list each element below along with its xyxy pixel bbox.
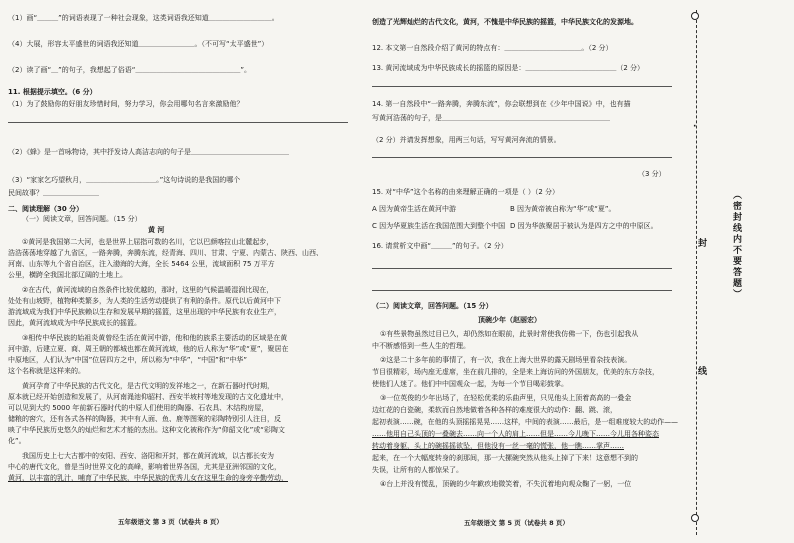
sealing-dashed-line — [696, 10, 697, 535]
article-2-line: ②这是二十多年前的事情了，有一次，我在上海大世界的露天剧场里看杂技表演。 — [380, 356, 632, 364]
article-2-line-underlined: ……他用自己头顶的一叠碗去……向一个人的肩上……但是……今儿晚下……今儿用各种姿态 — [372, 430, 659, 438]
question-11-1: （1）为了鼓励你的好朋友珍惜时间，努力学习，你会用哪句名言来激励他？ — [8, 100, 244, 108]
page-footer: 五年级语文 第 5 页（试卷共 8 页） — [464, 519, 569, 527]
article-line: 我国历史上七大古都中的安阳、西安、洛阳和开封，都在黄河流域，以古都长安为 — [22, 452, 274, 460]
binding-mark: 线 — [698, 367, 708, 377]
article-line: 黄河孕育了中华民族的古代文化，是古代文明的发祥地之一，在新石器时代时期， — [22, 382, 274, 390]
article-2-line: 起初表演……碗，在他的头顶摇摇晃晃……这样，中间的表演……最后，是一组难度较大的动作—— — [372, 418, 678, 426]
article-2-line: ①有些景物虽然过目已久，却仍然如在眼前，此景时常使我仿佛一下，伤也引起我从 — [380, 330, 639, 338]
question-14: 14. 第一自然段中“一路奔腾，奔腾东流”，你会联想到在《少年中国说》中，也有描 — [372, 100, 631, 108]
article-line: 中心的唐代文化，曾是当时世界文化的高峰，影响着世界各国，尤其是亚洲邻国的文化， — [8, 463, 281, 471]
question-11-3-continued: 民间故事？＿＿＿＿＿＿＿＿ — [8, 189, 99, 197]
article-2-line: ④台上并没有慌乱，顶碗的少年歉疚地微笑着，不失沉着地向观众鞠了一躬，一位 — [380, 480, 632, 488]
right-exam-page — [360, 0, 682, 543]
question-14-part2: （2 分）并请发挥想象，用两三句话，写写黄河奔流的情景。 — [372, 136, 561, 144]
article-2-title: 顶碗少年（赵丽宏） — [478, 316, 541, 324]
question-16: 16. 请赏析文中画“＿＿＿”的句子。（2 分） — [372, 242, 508, 250]
question-13: 13. 黄河流域成为中华民族成长的摇篮的原因是：＿＿＿＿＿＿＿＿＿＿＿＿＿（2 分） — [372, 64, 645, 72]
answer-line — [372, 86, 672, 87]
left-exam-page — [0, 0, 360, 543]
article-line: 游流域成为我们中华民族赖以生存和发展早期的摇篮，这里出现的中华民族有农业生产， — [8, 308, 281, 316]
section-reading-title: 二、阅读理解（30 分） — [8, 205, 84, 213]
article-2-line-underlined: 转动着身躯，头上的碗摇摇欲坠，但他没有一丝一毫的慌张，他一瞧……掌声…… — [372, 442, 624, 450]
article-line: ②在古代，黄河流域的自然条件比较优越的，那时，这里的气候温暖湿润比现在， — [22, 286, 274, 294]
article-line-underlined: 黄河，以丰富的乳汁，哺育了中华民族，中华民族的优秀儿女在这里生命的身旁辛勤劳动， — [8, 474, 288, 482]
question-10-4-line: （4）大展，形容太平盛世的词语我还知道＿＿＿＿＿＿＿＿。（不可写“太平盛世”） — [8, 40, 269, 48]
article-2-line: 起来，在一个大幅度转身的刹那间，那一大摞碗突然从他头上掉了下来！这意想不到的 — [372, 454, 638, 462]
article-line: 浩浩荡荡地穿越了九省区，一路奔腾，奔腾东流，经青海、四川、甘肃、宁夏、内蒙古、陕西、山西、 — [8, 249, 323, 257]
article-line: 储粮的窖穴，还有各式各样的陶器，其中有人面、鱼、鹿等图案的彩陶特别引人注目，反 — [8, 415, 281, 423]
question-11-2: （2）《蜂》是一首咏物诗，其中抒发诗人高洁志向的句子是＿＿＿＿＿＿＿＿＿＿＿＿＿＿ — [8, 148, 289, 156]
binding-mark: 封 — [698, 239, 708, 249]
binding-margin — [682, 0, 794, 543]
article-line: 河南、山东等九个省自治区，注入渤海的大海，全长 5464 公里，流域面积 75 万平方 — [8, 260, 275, 268]
binding-hole-icon — [691, 514, 699, 522]
question-15: 15. 对“中华”这个名称的由来理解正确的一项是（ ）（2 分） — [372, 188, 560, 196]
article-line: 这个名称就是这样来的。 — [8, 367, 85, 375]
article-line: 因此，黄河流域成为中华民族成长的摇篮。 — [8, 319, 141, 327]
article-2-line: 节目很精彩，场内座无虚席，坐在前几排的，全是来上海访问的外国朋友，优美的东方杂技， — [372, 368, 659, 376]
article-line: 公里，横跨全我国北部辽阔的土地上。 — [8, 271, 127, 279]
article-2-line: 中不断感悟到一些人生的哲理。 — [372, 342, 470, 350]
option-a: A 因为黄帝生活在黄河中游 — [372, 205, 457, 213]
question-14-continued: 写黄河浩荡的句子，是＿＿＿＿＿＿＿＿＿＿＿＿＿＿＿＿＿＿＿＿＿＿＿＿ — [372, 114, 610, 122]
option-d: D 因为华族聚居于被认为是四方之中的中原区。 — [510, 222, 658, 230]
article-line: ③相传中华民族的始祖炎黄曾经生活在黄河中游，他和他的族系主要活动的区域是在黄 — [22, 334, 288, 342]
answer-line — [372, 290, 672, 291]
article-line: 河中游，后建立夏、商、周王朝的都城也都在黄河流域，他的后人称为“华”或“夏”，聚居在 — [8, 345, 289, 353]
reading-1-instruction: （一）阅读文章，回答问题。（15 分） — [22, 215, 142, 223]
article-line: ①黄河是我国第二大河，也是世界上屈指可数的名川，它以巴颜喀拉山北麓起步， — [22, 238, 274, 246]
article-2-line: 失误，让所有的人都惊呆了。 — [372, 466, 463, 474]
article-line: 化”。 — [8, 437, 26, 445]
option-b: B 因为黄帝被自称为“华”或“夏”。 — [510, 205, 616, 213]
option-c: C 因为华夏族生活在我国范围大到整个中国 — [372, 222, 506, 230]
article-2-line: 边红花的白瓷碗，柔软而自然地做着各种各样的难度很大的动作：翻、跳、滚， — [372, 406, 617, 414]
article-title: 黄 河 — [148, 226, 165, 234]
question-11-title: 11. 根据提示填空。（6 分） — [8, 88, 97, 96]
answer-line — [8, 122, 348, 123]
question-10-1-line: （1）画“＿＿＿”的词语表现了一种社会现象，这类词语我还知道＿＿＿＿＿＿＿＿＿。 — [8, 14, 279, 22]
article-2-line: 使他们人迷了。他们中中国观众一起，为每一个节目喝彩鼓掌。 — [372, 380, 568, 388]
answer-line — [372, 268, 672, 269]
page-footer: 五年级语文 第 3 页（试卷共 8 页） — [118, 518, 223, 526]
answer-line — [372, 157, 672, 158]
question-14-score: （3 分） — [638, 170, 666, 178]
reading-2-instruction: （二）阅读文章，回答问题。（15 分） — [372, 302, 493, 310]
article-line: 中原地区，人们认为“中国”位居四方之中，所以称为“中华”，“中国”和“中华” — [8, 356, 248, 364]
article-last-line: 创造了光辉灿烂的古代文化，黄河，不愧是中华民族的摇篮，中华民族文化的发源地。 — [372, 18, 638, 26]
sealing-notice: （密封线内不要答题） — [731, 190, 741, 300]
article-line: 处处有山坡野，植物种类繁多，为人类的生活劳动提供了有利的条件。原代以后黄河中下 — [8, 297, 281, 305]
article-line: 映了中华民族历史悠久的灿烂和艺术才能的杰出。这种文化被称作为“仰韶文化”或“彩陶文 — [8, 426, 285, 434]
question-11-3: （3）“家家乞巧望秋月，＿＿＿＿＿＿＿＿＿＿。”这句诗说的是我国的哪个 — [8, 176, 241, 184]
question-10-2-line: （2）读了画“＿”的句子，我想起了俗语“＿＿＿＿＿＿＿＿＿＿＿＿＿＿＿”。 — [8, 66, 251, 74]
article-2-line: ③一位英俊的少年出场了，在轻松优柔的乐曲声里，只见他头上顶着高高的一叠金 — [380, 394, 632, 402]
article-line: 原本就已经开始创造和发展了，从河南渑池仰韶村、西安半坡村等地发现的古文化遗址中， — [8, 393, 288, 401]
article-line: 可以见到大约 5000 年前新石器时代的中原人们使用的陶器、石农具、木结构房屋， — [8, 404, 269, 412]
question-12: 12. 本文第一自然段介绍了黄河的特点有：＿＿＿＿＿＿＿＿＿＿＿。（2 分） — [372, 44, 613, 52]
binding-hole-icon — [691, 12, 699, 20]
binding-mark: · — [693, 122, 697, 132]
